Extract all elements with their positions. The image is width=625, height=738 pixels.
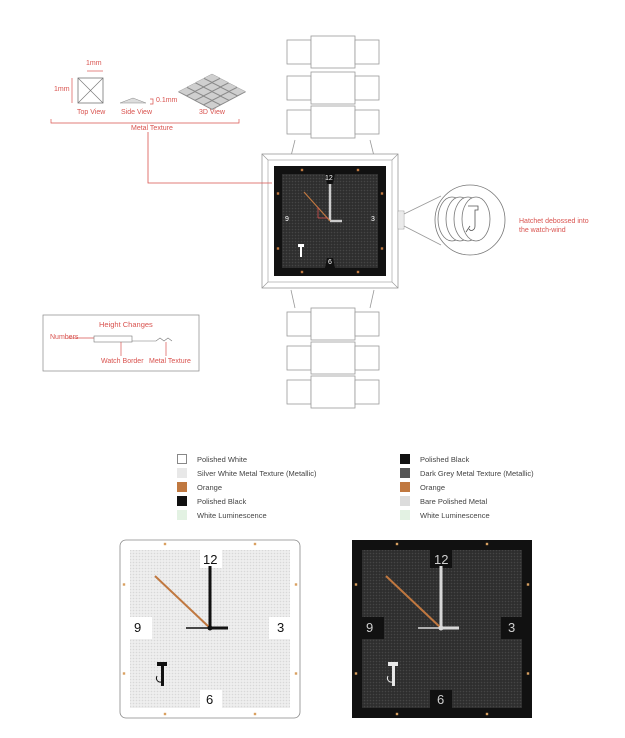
small-dial-12: 12 xyxy=(325,175,333,182)
strap-bottom xyxy=(287,290,379,408)
top-view-label: Top View xyxy=(77,109,106,116)
legend-label: Bare Polished Metal xyxy=(420,496,488,506)
legend-swatch xyxy=(177,468,187,478)
hour-tick xyxy=(381,192,383,194)
hour-tick xyxy=(301,271,303,273)
legend-label: Orange xyxy=(420,482,446,492)
legend-item xyxy=(177,482,222,492)
legend-label: White Luminescence xyxy=(420,510,490,520)
dim-top-label: 1mm xyxy=(86,60,102,67)
hour-tick xyxy=(164,543,166,545)
hour-tick xyxy=(381,247,383,249)
legend-swatch xyxy=(177,496,187,506)
metal-texture-caption: Metal Texture xyxy=(131,125,173,132)
hour-tick xyxy=(123,672,125,674)
small-dial-6: 6 xyxy=(328,259,332,266)
hour-tick xyxy=(355,672,357,674)
strap-top xyxy=(287,36,379,156)
crown-detail xyxy=(404,185,505,255)
legend-label: Orange xyxy=(197,482,223,492)
hour-tick xyxy=(295,672,297,674)
hour-tick xyxy=(254,543,256,545)
legend-label: Silver White Metal Texture (Metallic) xyxy=(197,468,317,478)
crown-note: Hatchet debossed into the watch-wind xyxy=(519,218,589,234)
hour-tick xyxy=(301,169,303,171)
legend-item xyxy=(400,482,445,492)
legend-label: Dark Grey Metal Texture (Metallic) xyxy=(420,468,534,478)
legend-swatch xyxy=(400,454,410,464)
black-face-3: 3 xyxy=(508,620,516,635)
view-3d-label: 3D View xyxy=(199,109,225,116)
legend-swatch xyxy=(400,468,410,478)
hour-tick xyxy=(164,713,166,715)
legend-swatch xyxy=(400,482,410,492)
hour-tick xyxy=(396,543,398,545)
dim-depth-label: 0.1mm xyxy=(156,97,178,104)
legend-item xyxy=(177,496,246,506)
white-face-6: 6 xyxy=(206,692,214,707)
white-face-3: 3 xyxy=(277,620,285,635)
numbers-label: Numbers xyxy=(50,334,79,341)
legend-swatch xyxy=(177,510,187,520)
black-face-6: 6 xyxy=(437,692,445,707)
black-face-12: 12 xyxy=(434,552,449,567)
hour-tick xyxy=(123,583,125,585)
legend-label: White Luminescence xyxy=(197,510,267,520)
hour-tick xyxy=(355,583,357,585)
hour-tick xyxy=(357,169,359,171)
hour-tick xyxy=(295,583,297,585)
legend-item xyxy=(400,468,534,478)
legend-swatch xyxy=(400,510,410,520)
hour-tick xyxy=(357,271,359,273)
legend-item xyxy=(177,510,267,520)
legend-label: Polished White xyxy=(197,454,248,464)
height-metal-texture-label: Metal Texture xyxy=(149,358,191,365)
white-face-9: 9 xyxy=(134,620,142,635)
legend-item xyxy=(400,496,487,506)
dim-side-label: 1mm xyxy=(54,86,70,93)
hour-tick xyxy=(527,583,529,585)
black-face-9: 9 xyxy=(366,620,374,635)
legend-item xyxy=(177,454,247,464)
hour-tick xyxy=(486,543,488,545)
hour-tick xyxy=(396,713,398,715)
small-dial-3: 3 xyxy=(371,216,375,223)
texture-3d-render xyxy=(178,74,246,110)
hour-tick xyxy=(527,672,529,674)
legend-label: Polished Black xyxy=(197,496,247,506)
legend-item xyxy=(400,510,490,520)
hour-tick xyxy=(277,192,279,194)
legend-swatch xyxy=(400,496,410,506)
small-dial-9: 9 xyxy=(285,216,289,223)
hour-tick xyxy=(254,713,256,715)
height-changes-title: Height Changes xyxy=(99,320,153,329)
watch-border-label: Watch Border xyxy=(101,358,144,365)
legend-swatch xyxy=(177,454,187,464)
white-face-12: 12 xyxy=(203,552,218,567)
hour-tick xyxy=(486,713,488,715)
legend-item xyxy=(400,454,469,464)
side-view-label: Side View xyxy=(121,109,153,116)
legend-label: Polished Black xyxy=(420,454,470,464)
legend-swatch xyxy=(177,482,187,492)
hour-tick xyxy=(277,247,279,249)
legend-item xyxy=(177,468,316,478)
